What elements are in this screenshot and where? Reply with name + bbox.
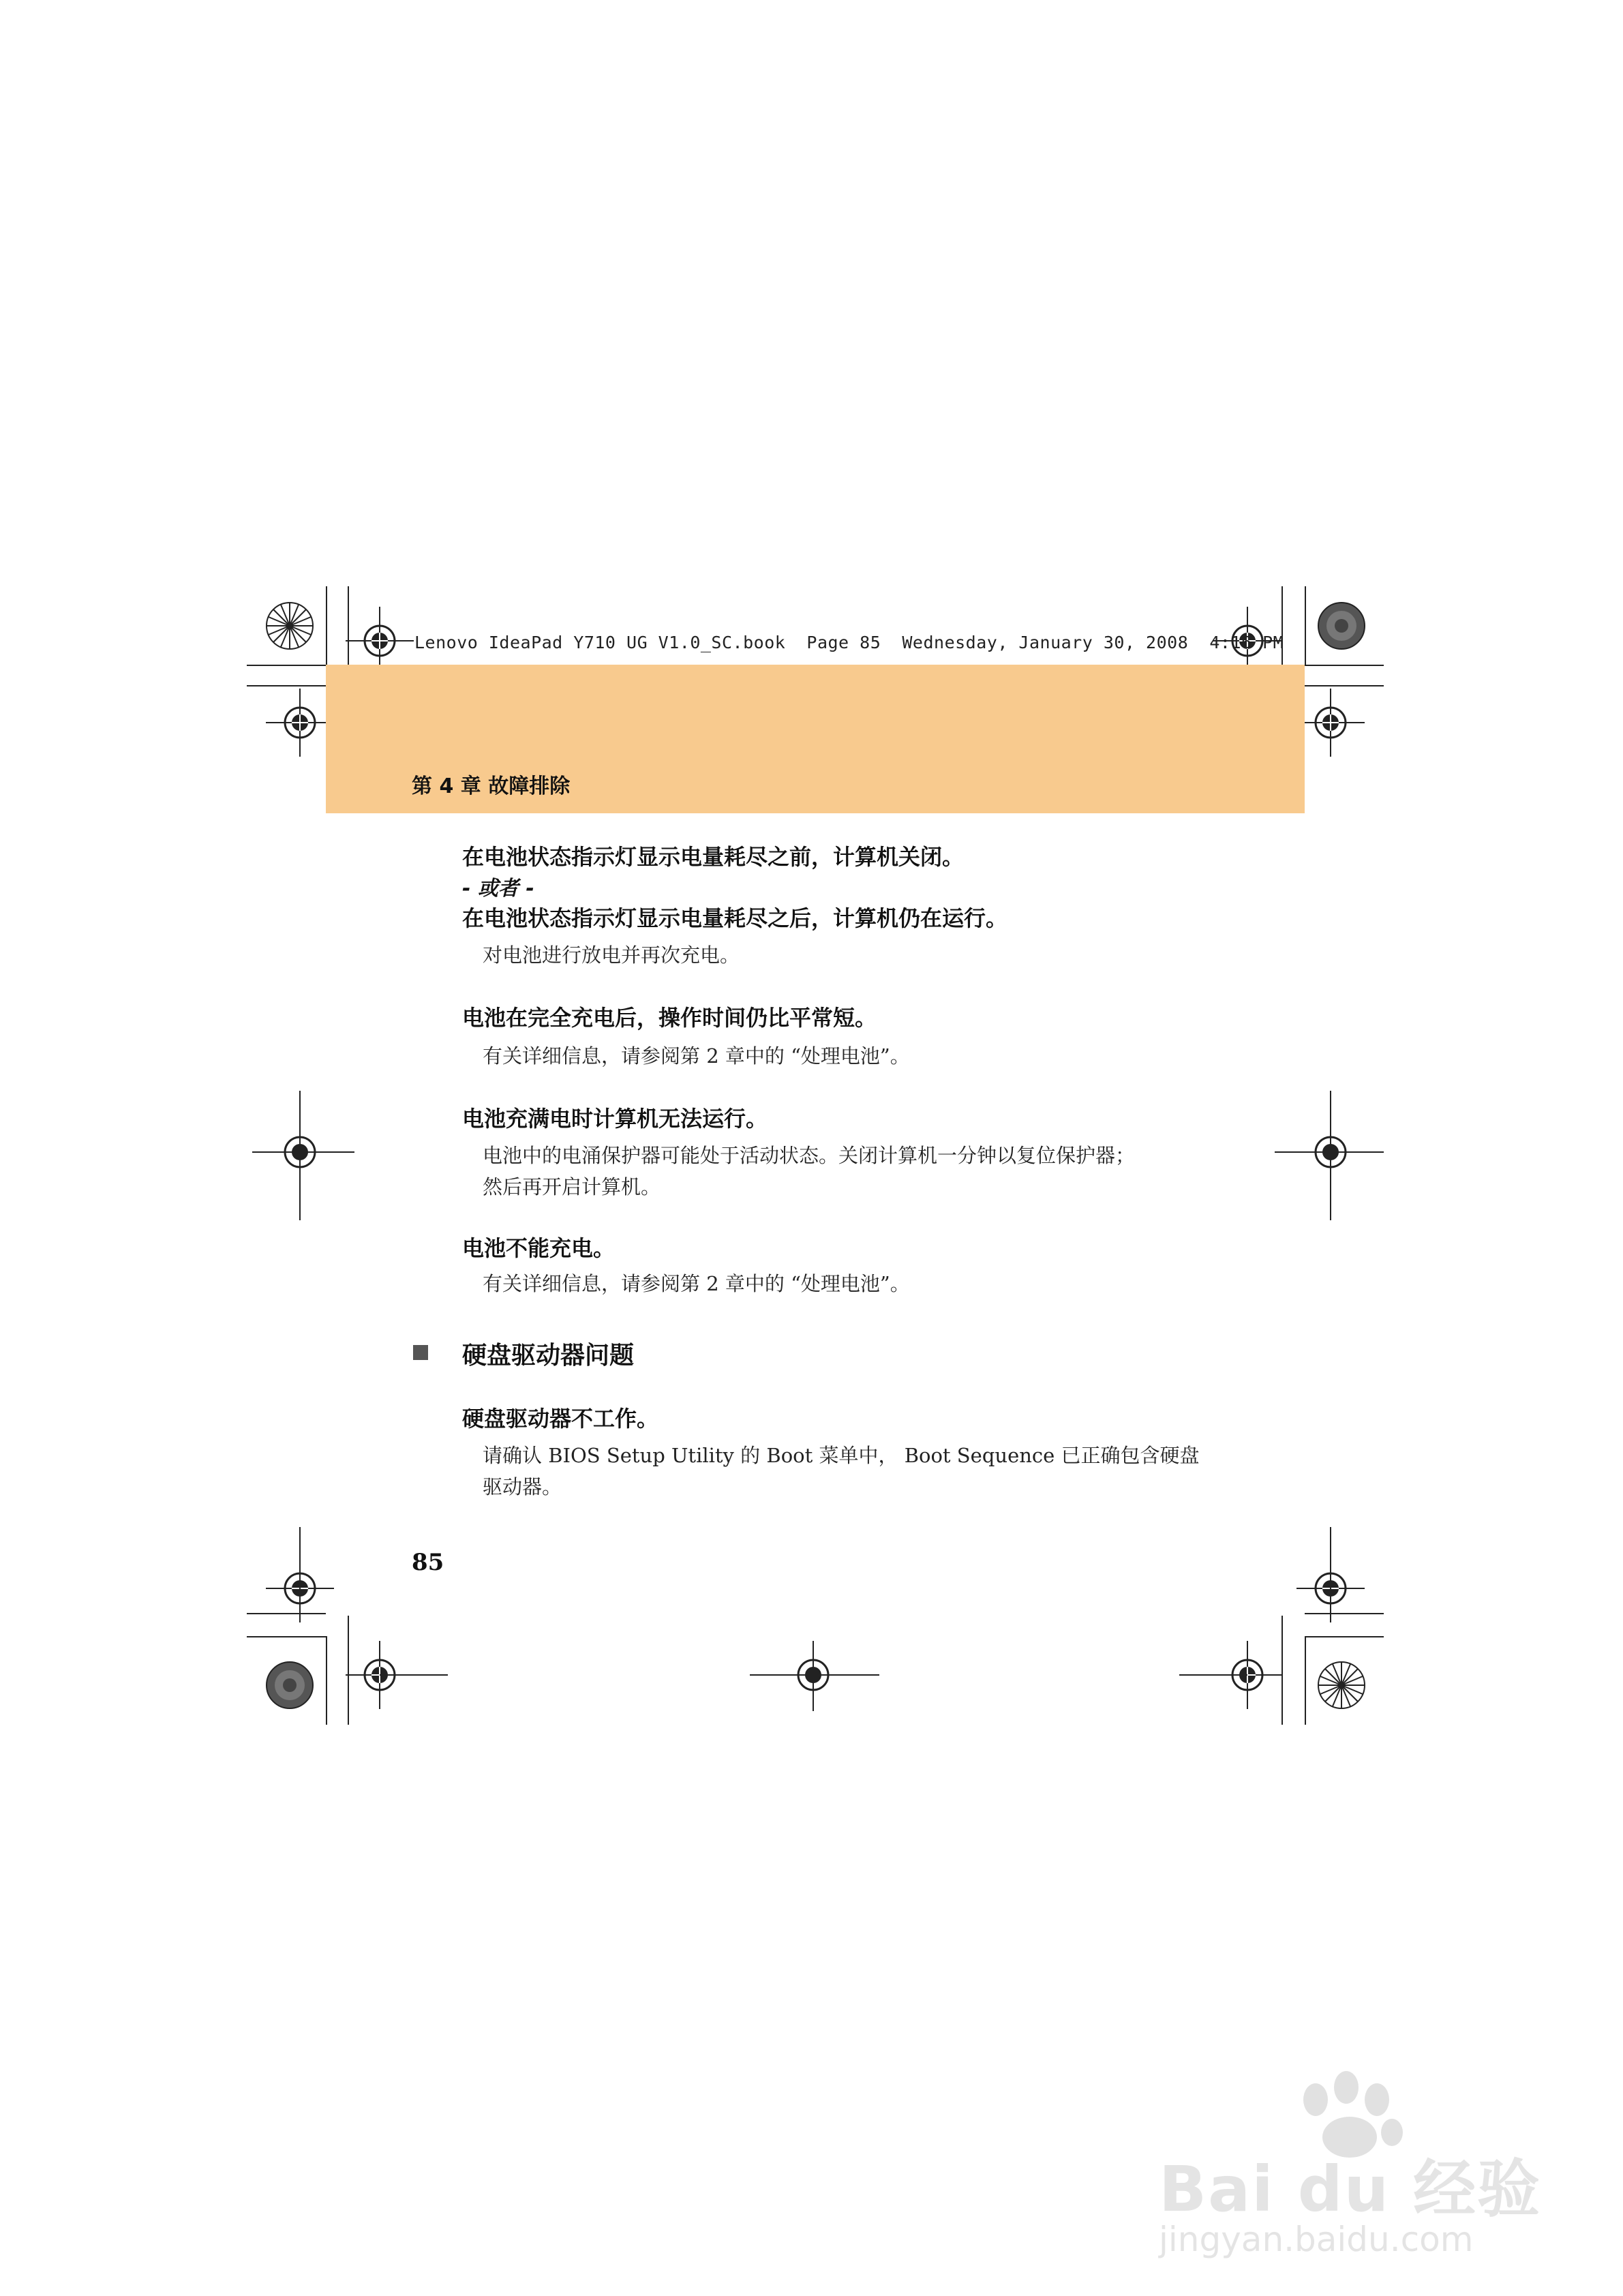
starburst-target-icon	[267, 1662, 313, 1708]
answer-line: 驱动器。	[483, 1475, 562, 1498]
watermark-brand: Bai du 经验	[1159, 2153, 1542, 2226]
issue-heading: 硬盘驱动器不工作。	[462, 1406, 659, 1432]
registration-mark-icon	[266, 689, 334, 757]
page-number: 85	[412, 1549, 444, 1576]
registration-mark-icon	[1296, 689, 1365, 757]
issue-heading: 在电池状态指示灯显示电量耗尽之后，计算机仍在运行。	[462, 905, 1008, 931]
issue-answer	[483, 1140, 1205, 1203]
starburst-target-icon	[1318, 1662, 1365, 1708]
issue-heading: 电池充满电时计算机无法运行。	[462, 1106, 768, 1132]
issue-answer: 对电池进行放电并再次充电。	[483, 943, 740, 967]
issue-answer: 有关详细信息，请参阅第 2 章中的 “处理电池”。	[483, 1272, 910, 1295]
starburst-target-icon	[267, 603, 313, 649]
watermark-url: jingyan.baidu.com	[1159, 2220, 1474, 2259]
section-heading: 硬盘驱动器问题	[462, 1342, 635, 1370]
or-separator: - 或者 -	[462, 877, 534, 901]
book-print-header: Lenovo IdeaPad Y710 UG V1.0_SC.book Page 85 Wednesday, January 30, 2008 4:16 PM	[414, 633, 1284, 652]
answer-line: 电池中的电涌保护器可能处于活动状态。关闭计算机一分钟以复位保护器；	[483, 1144, 1136, 1167]
issue-answer: 有关详细信息，请参阅第 2 章中的 “处理电池”。	[483, 1044, 910, 1068]
issue-heading: 在电池状态指示灯显示电量耗尽之前，计算机关闭。	[462, 844, 965, 870]
answer-line: 然后再开启计算机。	[483, 1175, 661, 1198]
answer-line: 请确认 BIOS Setup Utility 的 Boot 菜单中， Boot Sequence 已正确包含硬盘	[483, 1444, 1200, 1467]
issue-heading: 电池在完全充电后，操作时间仍比平常短。	[462, 1005, 877, 1031]
issue-answer	[483, 1440, 1205, 1502]
section-bullet	[413, 1345, 428, 1360]
chapter-title: 第 4 章 故障排除	[412, 774, 571, 798]
issue-heading: 电池不能充电。	[462, 1235, 616, 1261]
starburst-target-icon	[1318, 603, 1365, 649]
watermark	[1152, 2059, 1542, 2263]
